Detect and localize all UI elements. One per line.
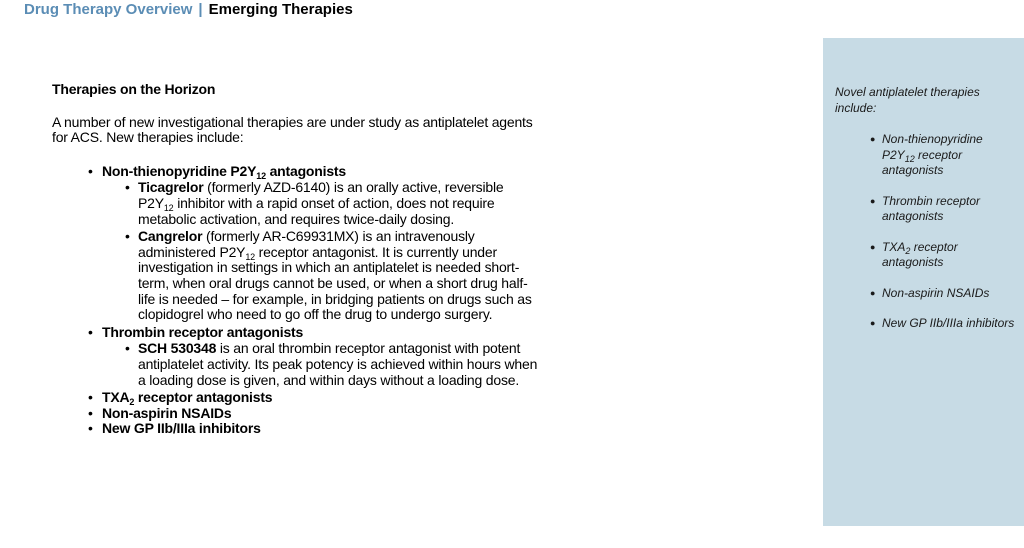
- drug-description-cont: inhibitor with a rapid onset of action, does not require metabolic activation, and requires twice-daily dosing.: [138, 194, 495, 227]
- sidebar-item-text: Thrombin receptor antagonists: [882, 193, 981, 223]
- drug-description: (formerly AR-C69931MX) is an intravenously administered P2Y: [138, 228, 475, 260]
- sidebar-item-text: Non-aspirin NSAIDs: [882, 285, 990, 300]
- heading-text: Non-thienopyridine P2Y: [102, 162, 257, 179]
- sidebar-callout: [823, 38, 1024, 526]
- drug-name: SCH 530348: [138, 340, 217, 357]
- sidebar-item-text-post: receptor antagonists: [882, 147, 963, 177]
- therapy-item-nsaids: [88, 406, 542, 422]
- drug-item-ticagrelor: [125, 180, 542, 227]
- therapy-item-gp2b3a: [88, 421, 542, 437]
- description-subscript: 12: [245, 251, 255, 262]
- drug-name: Ticagrelor: [138, 179, 204, 196]
- intro-paragraph: A number of new investigational therapies are under study as antiplatelet agents for ACS. New therapies include:: [52, 113, 533, 146]
- therapy-sublist: [102, 341, 542, 388]
- therapy-item-txa2: [88, 390, 542, 406]
- heading-subscript: 2: [129, 397, 135, 408]
- therapy-sublist: [102, 180, 542, 322]
- sidebar-item-text: TXA: [882, 239, 906, 254]
- sidebar-item: [871, 240, 1016, 271]
- therapy-item-thrombin: [88, 325, 542, 388]
- therapy-heading: Non-aspirin NSAIDs: [102, 404, 232, 421]
- sidebar-item: [871, 286, 1016, 302]
- drug-name: Cangrelor: [138, 228, 203, 245]
- drug-item-cangrelor: [125, 229, 542, 323]
- header-separator: |: [198, 1, 203, 18]
- sidebar-list: [871, 132, 1016, 347]
- subsection-title: Emerging Therapies: [208, 1, 353, 18]
- therapy-item-p2y12: [88, 164, 542, 323]
- therapy-heading: Thrombin receptor antagonists: [102, 323, 304, 340]
- sidebar-item-text-post: receptor antagonists: [882, 239, 958, 269]
- sidebar-item-text: Non-thienopyridine P2Y: [882, 132, 983, 162]
- sidebar-item-subscript: 2: [905, 245, 911, 256]
- therapy-list: [52, 164, 542, 437]
- drug-description: is an oral thrombin receptor antagonist with potent antiplatelet activity. Its peak potency is achieved within hours when a loading dose is given, and within days without a loading dose.: [138, 340, 538, 388]
- content-title: Therapies on the Horizon: [52, 81, 216, 97]
- sidebar-item: [871, 316, 1016, 332]
- therapy-heading: [102, 163, 346, 179]
- heading-text-post: receptor antagonists: [134, 389, 273, 406]
- sidebar-intro: Novel antiplatelet therapies include:: [835, 85, 980, 115]
- therapy-heading: [102, 389, 273, 408]
- main-content: [52, 82, 542, 437]
- heading-subscript: 12: [256, 170, 266, 181]
- sidebar-item: [871, 194, 1016, 225]
- page-header: [24, 1, 353, 21]
- heading-text-post: antagonists: [265, 162, 346, 179]
- sidebar-item-text: New GP IIb/IIIa inhibitors: [882, 316, 1015, 330]
- drug-description-cont: receptor antagonist. It is currently under investigation in settings in which an antiplatelet is needed short-term, when oral drugs cannot be used, or when a short drug half-life is needed – for example, in bridging patients on drugs such as clopidogrel who need to go off the drug to undergo surgery.: [138, 243, 532, 323]
- drug-item-sch530348: [125, 341, 542, 388]
- drug-description: (formerly AZD-6140) is an orally active, reversible P2Y: [138, 179, 504, 211]
- heading-text: TXA: [102, 389, 130, 406]
- sidebar-item: [871, 132, 1016, 179]
- sidebar-item-subscript: 12: [904, 153, 915, 164]
- therapy-heading: New GP IIb/IIIa inhibitors: [102, 420, 261, 437]
- description-subscript: 12: [163, 202, 174, 213]
- section-title: Drug Therapy Overview: [24, 1, 193, 18]
